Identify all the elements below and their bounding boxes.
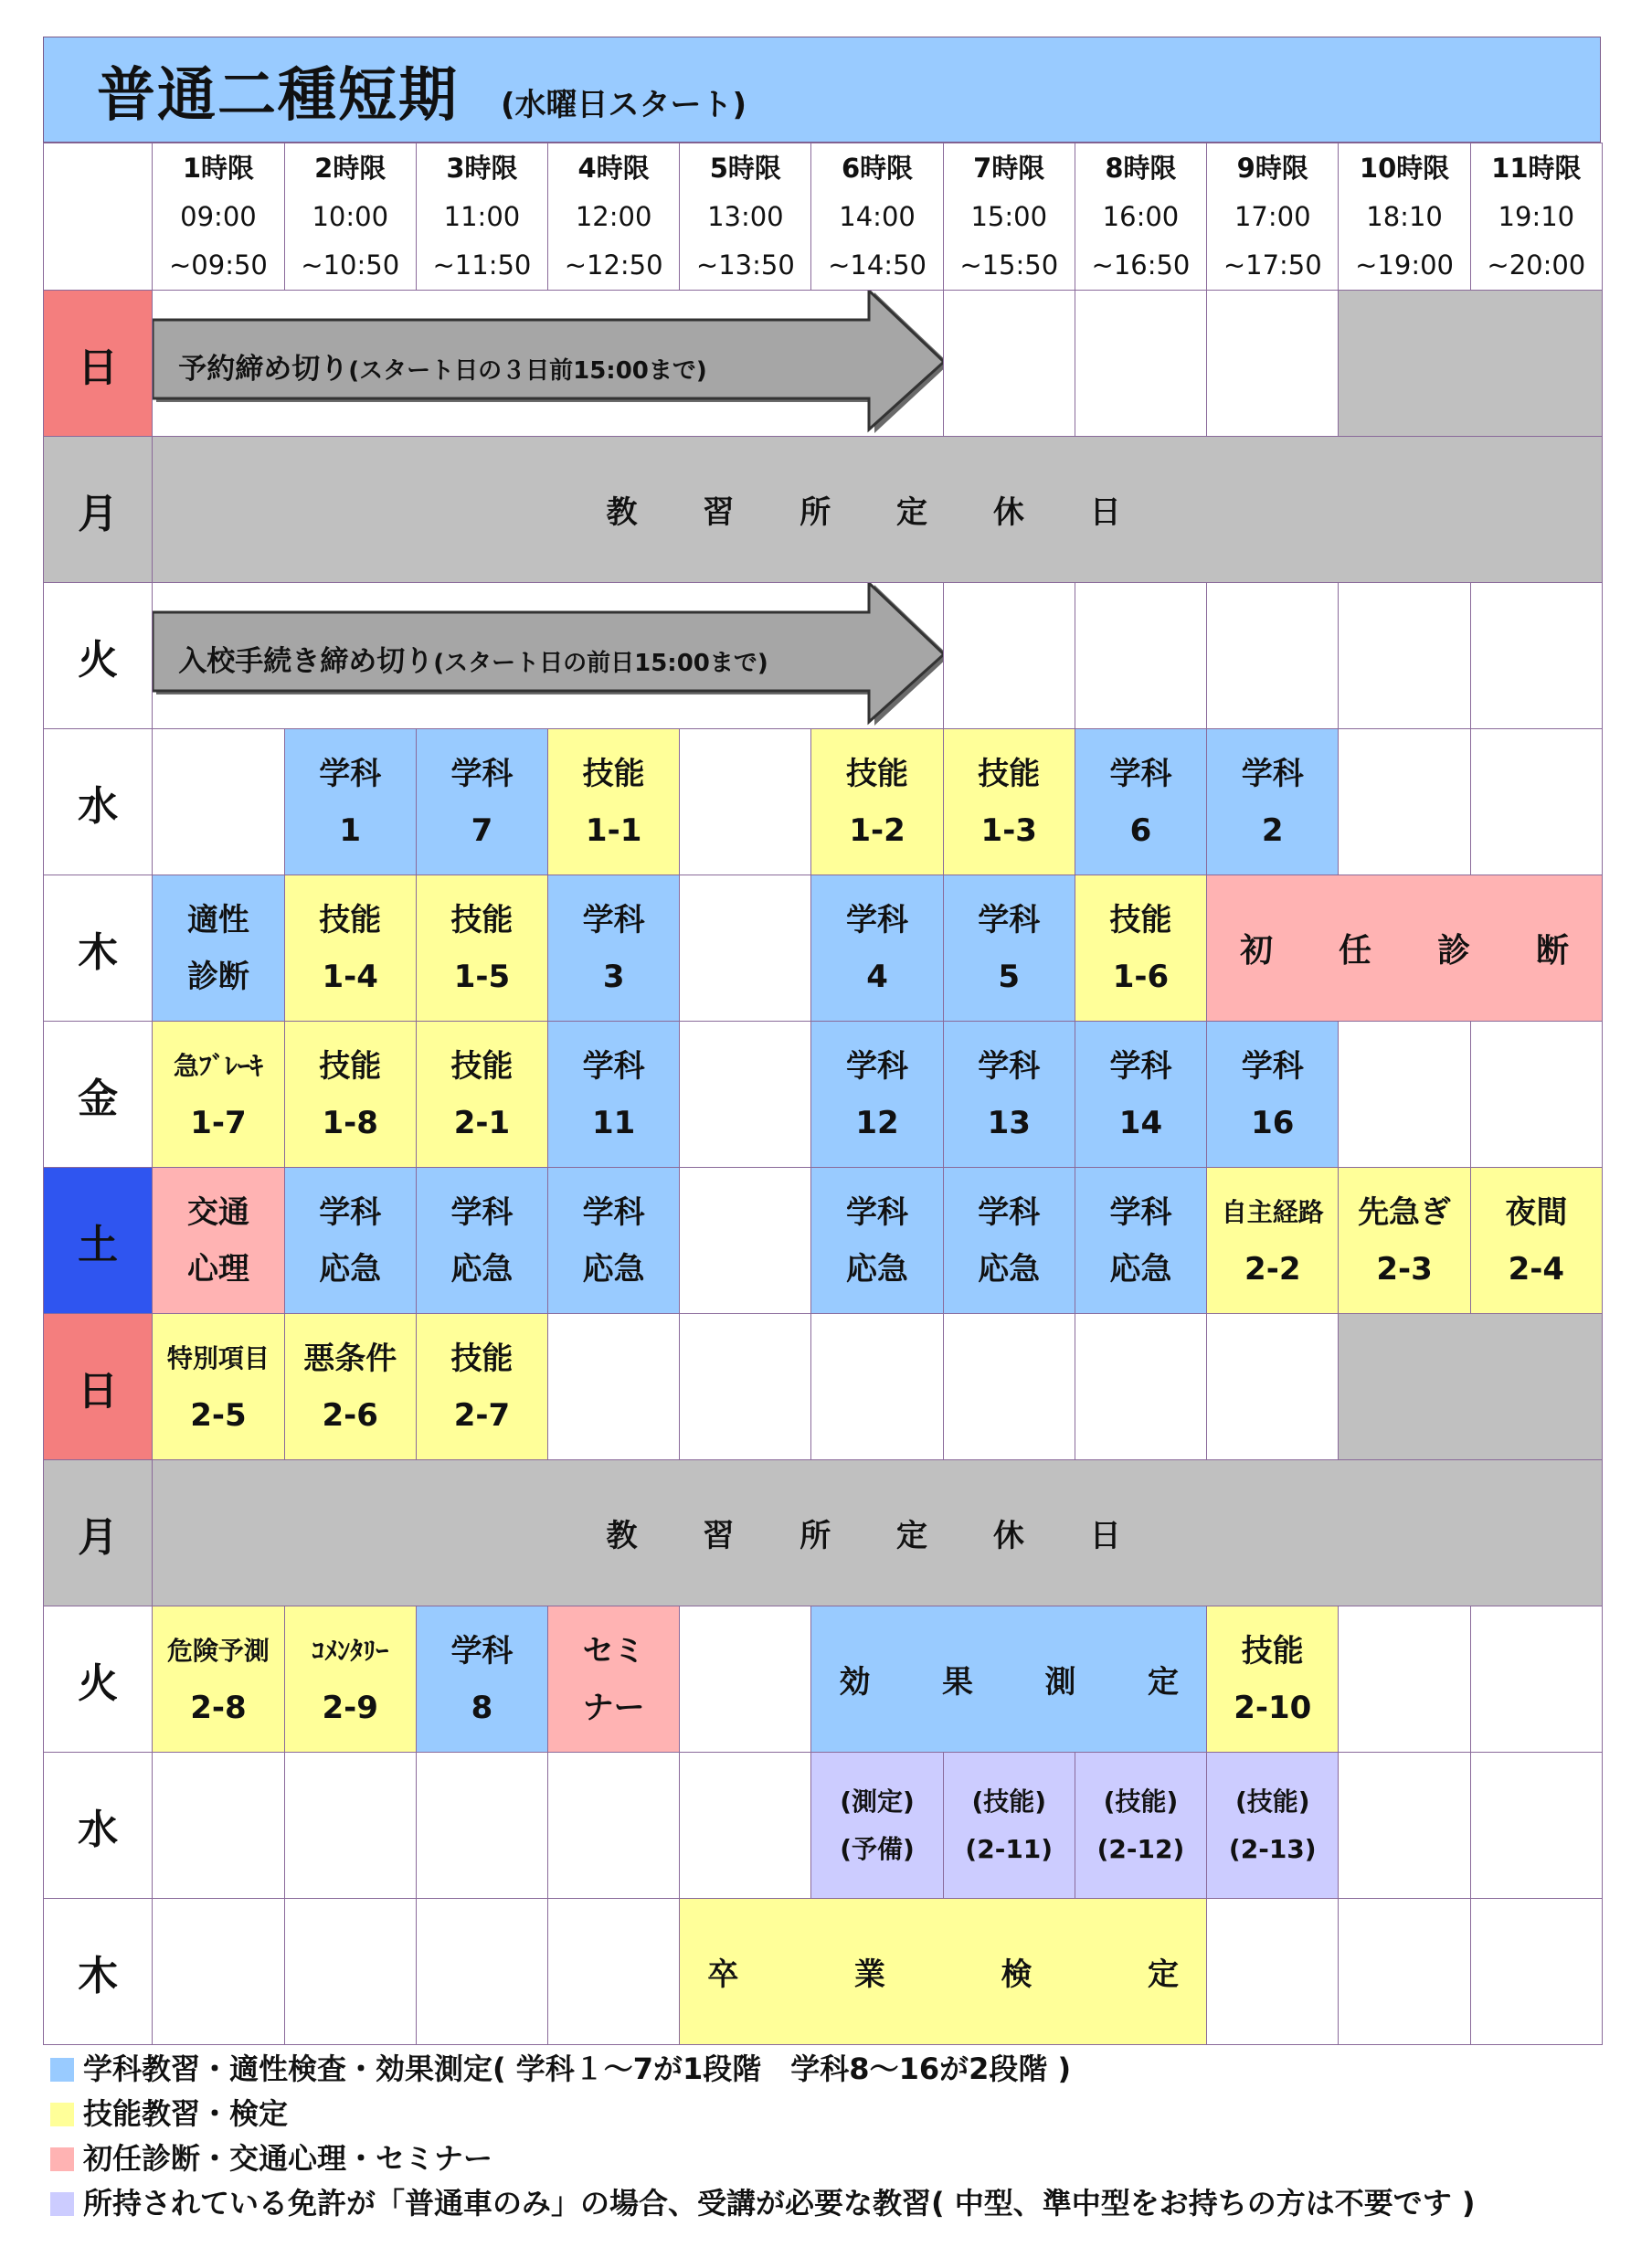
lesson-cell: 技能 1-3 — [943, 729, 1075, 875]
lesson-cell: (測定) (予備) — [811, 1753, 943, 1899]
lesson-cell: 危険予測 2-8 — [153, 1606, 284, 1753]
empty-cell — [548, 1899, 680, 2045]
day-label: 火 — [44, 583, 153, 729]
legend-text: 技能教習・検定 — [83, 2096, 289, 2131]
period-header: 6時限 14:00 ~14:50 — [811, 143, 943, 291]
empty-cell — [1075, 583, 1206, 729]
legend — [50, 2047, 1476, 2226]
legend-text: 初任診断・交通心理・セミナー — [83, 2141, 493, 2176]
lesson-cell: ｺﾒﾝﾀﾘｰ 2-9 — [284, 1606, 416, 1753]
legend-text: 所持されている免許が「普通車のみ」の場合、受講が必要な教習( 中型、準中型をお持ちの方は不要です ) — [83, 2186, 1476, 2221]
effect-measurement-block: 効 果 測 定 — [811, 1606, 1207, 1753]
enrollment-deadline-arrow — [153, 583, 943, 729]
period-header: 11時限 19:10 ~20:00 — [1470, 143, 1602, 291]
lesson-cell: 技能 2-1 — [416, 1022, 547, 1168]
period-header: 5時限 13:00 ~13:50 — [680, 143, 811, 291]
empty-cell — [680, 1314, 811, 1460]
lesson-cell: 学科 応急 — [811, 1168, 943, 1314]
empty-cell — [1207, 291, 1339, 437]
day-label: 火 — [44, 1606, 153, 1753]
day-label: 木 — [44, 1899, 153, 2045]
swatch-icon — [50, 2103, 74, 2126]
day-label: 土 — [44, 1168, 153, 1314]
legend-item — [50, 2136, 1476, 2181]
lesson-cell: 学科 応急 — [1075, 1168, 1206, 1314]
gray-cell — [1339, 291, 1603, 437]
schedule-table — [43, 143, 1603, 2045]
reservation-deadline-text: 予約締め切り(スタート日の３日前15:00まで) — [178, 353, 707, 386]
gray-cell — [1339, 1314, 1603, 1460]
lesson-cell: 学科 応急 — [284, 1168, 416, 1314]
lesson-cell: 技能 2-10 — [1207, 1606, 1339, 1753]
day-label: 月 — [44, 437, 153, 583]
period-header: 9時限 17:00 ~17:50 — [1207, 143, 1339, 291]
lesson-cell: (技能) (2-13) — [1207, 1753, 1339, 1899]
lesson-cell: 技能 1-4 — [284, 875, 416, 1022]
lesson-cell: 技能 1-8 — [284, 1022, 416, 1168]
day-label: 水 — [44, 729, 153, 875]
empty-cell — [1339, 583, 1470, 729]
row-mon-2 — [44, 1460, 1603, 1606]
lesson-cell: 交通 心理 — [153, 1168, 284, 1314]
row-wed-1 — [44, 729, 1603, 875]
lesson-cell: 学科 3 — [548, 875, 680, 1022]
empty-cell — [1470, 1899, 1602, 2045]
period-header: 8時限 16:00 ~16:50 — [1075, 143, 1206, 291]
lesson-cell: 学科 2 — [1207, 729, 1339, 875]
lesson-cell: (技能) (2-12) — [1075, 1753, 1206, 1899]
empty-cell — [416, 1753, 547, 1899]
lesson-cell: 適性 診断 — [153, 875, 284, 1022]
empty-cell — [1207, 583, 1339, 729]
empty-cell — [1207, 1899, 1339, 2045]
lesson-cell: 技能 1-2 — [811, 729, 943, 875]
title-bar — [43, 37, 1601, 143]
empty-cell — [680, 729, 811, 875]
lesson-cell: 悪条件 2-6 — [284, 1314, 416, 1460]
legend-item — [50, 2181, 1476, 2226]
lesson-cell: 学科 12 — [811, 1022, 943, 1168]
empty-cell — [153, 729, 284, 875]
day-label: 金 — [44, 1022, 153, 1168]
closed-day-banner: 教 習 所 定 休 日 — [153, 1460, 1603, 1606]
lesson-cell: 学科 11 — [548, 1022, 680, 1168]
lesson-cell: 自主経路 2-2 — [1207, 1168, 1339, 1314]
lesson-cell: 特別項目 2-5 — [153, 1314, 284, 1460]
legend-text: 学科教習・適性検査・効果測定( 学科１～7が1段階 学科8～16が2段階 ) — [83, 2051, 1072, 2086]
empty-cell — [1075, 291, 1206, 437]
swatch-icon — [50, 2192, 74, 2216]
lesson-cell: 学科 8 — [416, 1606, 547, 1753]
corner-cell — [44, 143, 153, 291]
lesson-cell: (技能) (2-11) — [943, 1753, 1075, 1899]
empty-cell — [1470, 1022, 1602, 1168]
day-label: 木 — [44, 875, 153, 1022]
graduation-exam-block: 卒 業 検 定 — [680, 1899, 1207, 2045]
lesson-cell: 学科 応急 — [548, 1168, 680, 1314]
empty-cell — [680, 1753, 811, 1899]
day-label: 水 — [44, 1753, 153, 1899]
row-sun-1 — [44, 291, 1603, 437]
empty-cell — [680, 1606, 811, 1753]
empty-cell — [1339, 1022, 1470, 1168]
reservation-deadline-arrow — [153, 291, 943, 437]
swatch-icon — [50, 2058, 74, 2082]
empty-cell — [1470, 729, 1602, 875]
empty-cell — [153, 1753, 284, 1899]
period-header: 2時限 10:00 ~10:50 — [284, 143, 416, 291]
period-header: 7時限 15:00 ~15:50 — [943, 143, 1075, 291]
empty-cell — [284, 1899, 416, 2045]
empty-cell — [1339, 1753, 1470, 1899]
row-thu-1 — [44, 875, 1603, 1022]
row-wed-2 — [44, 1753, 1603, 1899]
lesson-cell: 技能 1-1 — [548, 729, 680, 875]
empty-cell — [1470, 583, 1602, 729]
empty-cell — [943, 583, 1075, 729]
lesson-cell: 学科 7 — [416, 729, 547, 875]
page-title: 普通二種短期 — [97, 62, 459, 130]
period-header: 1時限 09:00 ~09:50 — [153, 143, 284, 291]
initial-diagnosis-block: 初 任 診 断 — [1207, 875, 1603, 1022]
header-row — [44, 143, 1603, 291]
empty-cell — [1207, 1314, 1339, 1460]
empty-cell — [1470, 1606, 1602, 1753]
empty-cell — [680, 1168, 811, 1314]
closed-day-banner: 教 習 所 定 休 日 — [153, 437, 1603, 583]
lesson-cell: 技能 1-6 — [1075, 875, 1206, 1022]
row-tue-2 — [44, 1606, 1603, 1753]
empty-cell — [1339, 1899, 1470, 2045]
period-header: 4時限 12:00 ~12:50 — [548, 143, 680, 291]
legend-item — [50, 2047, 1476, 2092]
empty-cell — [284, 1753, 416, 1899]
lesson-cell: 技能 1-5 — [416, 875, 547, 1022]
lesson-cell: 夜間 2-4 — [1470, 1168, 1602, 1314]
lesson-cell: 先急ぎ 2-3 — [1339, 1168, 1470, 1314]
empty-cell — [1339, 1606, 1470, 1753]
lesson-cell: 学科 5 — [943, 875, 1075, 1022]
empty-cell — [153, 1899, 284, 2045]
page-subtitle: (水曜日スタート) — [501, 87, 747, 123]
lesson-cell: 技能 2-7 — [416, 1314, 547, 1460]
empty-cell — [680, 1022, 811, 1168]
empty-cell — [548, 1753, 680, 1899]
lesson-cell: 急ﾌﾞﾚｰｷ 1-7 — [153, 1022, 284, 1168]
lesson-cell: 学科 応急 — [416, 1168, 547, 1314]
row-tue-1 — [44, 583, 1603, 729]
day-label: 月 — [44, 1460, 153, 1606]
lesson-cell: 学科 14 — [1075, 1022, 1206, 1168]
row-thu-2 — [44, 1899, 1603, 2045]
lesson-cell: 学科 応急 — [943, 1168, 1075, 1314]
empty-cell — [680, 875, 811, 1022]
lesson-cell: セミ ナー — [548, 1606, 680, 1753]
empty-cell — [548, 1314, 680, 1460]
empty-cell — [1075, 1314, 1206, 1460]
lesson-cell: 学科 6 — [1075, 729, 1206, 875]
day-label: 日 — [44, 1314, 153, 1460]
lesson-cell: 学科 16 — [1207, 1022, 1339, 1168]
enrollment-deadline-text: 入校手続き締め切り(スタート日の前日15:00まで) — [178, 645, 768, 678]
row-mon-1 — [44, 437, 1603, 583]
lesson-cell: 学科 1 — [284, 729, 416, 875]
row-sat — [44, 1168, 1603, 1314]
lesson-cell: 学科 13 — [943, 1022, 1075, 1168]
lesson-cell: 学科 4 — [811, 875, 943, 1022]
empty-cell — [811, 1314, 943, 1460]
row-fri — [44, 1022, 1603, 1168]
swatch-icon — [50, 2147, 74, 2171]
empty-cell — [943, 291, 1075, 437]
empty-cell — [1339, 729, 1470, 875]
legend-item — [50, 2092, 1476, 2136]
empty-cell — [416, 1899, 547, 2045]
row-sun-2 — [44, 1314, 1603, 1460]
period-header: 10時限 18:10 ~19:00 — [1339, 143, 1470, 291]
empty-cell — [1470, 1753, 1602, 1899]
period-header: 3時限 11:00 ~11:50 — [416, 143, 547, 291]
day-label: 日 — [44, 291, 153, 437]
empty-cell — [943, 1314, 1075, 1460]
